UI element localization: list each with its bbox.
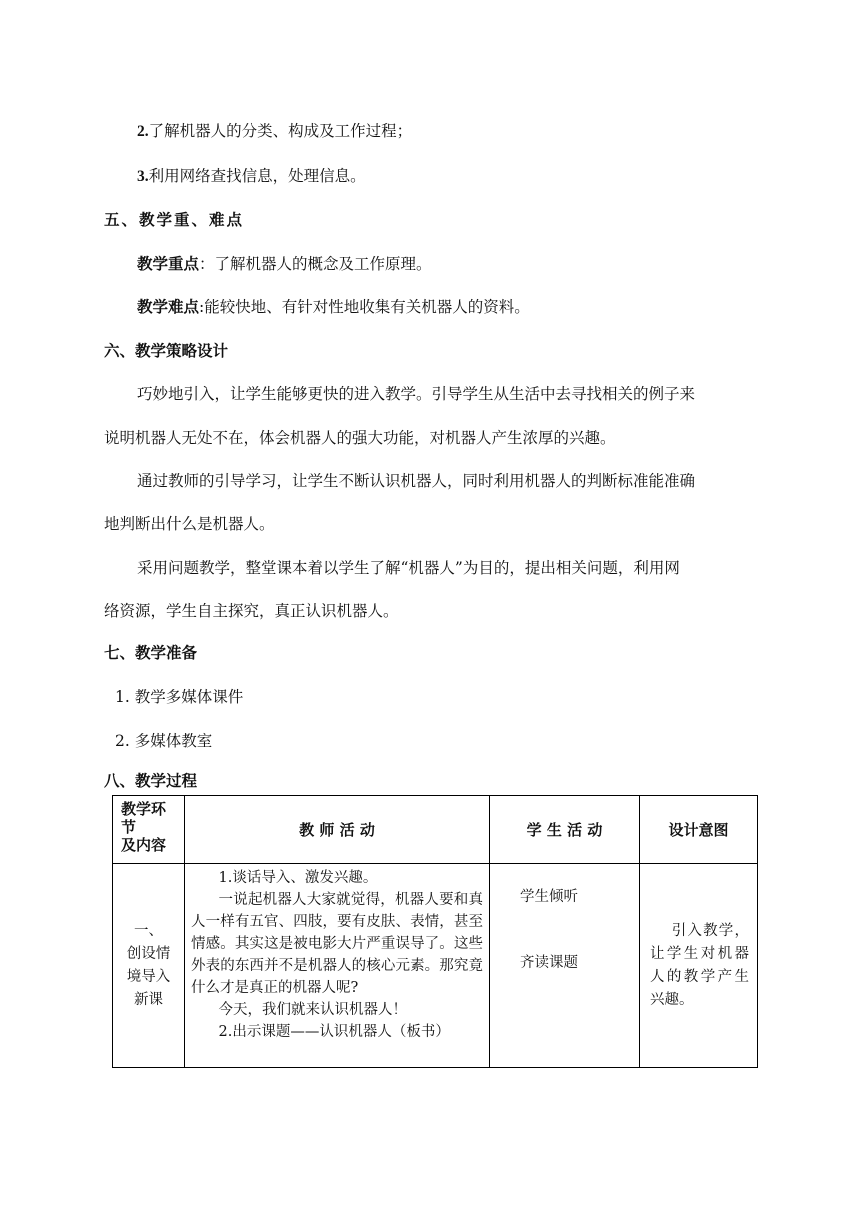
difficult-point-label: 教学难点 — [137, 297, 200, 316]
strategy-p3-line2: 络资源，学生自主探究，真正认识机器人。 — [104, 602, 399, 620]
objective-item-3 — [137, 166, 366, 187]
teacher-step-1: 1.谈话导入、激发兴趣。 — [218, 870, 378, 886]
table-header-row — [113, 796, 758, 864]
section-7-heading: 七、教学准备 — [104, 643, 198, 662]
student-activity-2: 齐读课题 — [520, 955, 578, 971]
item-text: 了解机器人的分类、构成及工作过程； — [148, 122, 413, 140]
design-intent-text: 引入教学，让学生对机器人的教学产生兴趣。 — [650, 922, 749, 1008]
strategy-p1-line2: 说明机器人无处不在，体会机器人的强大功能，对机器人产生浓厚的兴趣。 — [104, 429, 616, 447]
strategy-p1-line1: 巧妙地引入，让学生能够更快的进入教学。引导学生从生活中去寻找相关的例子来 — [137, 385, 696, 403]
stage-line4: 新课 — [134, 991, 163, 1008]
section-5-heading: 五、教学重、难点 — [104, 210, 245, 229]
strategy-p3-line1: 采用问题教学，整堂课本着以学生了解“机器人”为目的，提出相关问题，利用网 — [137, 559, 680, 577]
stage-line2: 创设情 — [126, 945, 171, 962]
teacher-step-2: 2.出示课题——认识机器人（板书） — [218, 1024, 450, 1040]
item-number: 2. — [137, 123, 149, 140]
strategy-p2-line1: 通过教师的引导学习，让学生不断认识机器人，同时利用机器人的判断标准能准确 — [137, 472, 696, 490]
teacher-intro-text: 一说起机器人大家就觉得，机器人要和真人一样有五官、四肢，要有皮肤、表情，甚至情感。其实这是被电影大片严重误导了。这些外表的东西并不是机器人的核心元素。那究竟什么才是真正的机器人呢? — [191, 892, 483, 996]
stage-line1: 一、 — [134, 922, 163, 939]
header-stage-line2: 节 — [121, 818, 137, 836]
stage-line3: 境导入 — [126, 968, 171, 985]
table-row — [113, 864, 758, 1068]
key-point-text: ：了解机器人的概念及工作原理。 — [199, 255, 432, 273]
strategy-p2-line2: 地判断出什么是机器人。 — [104, 515, 275, 533]
teacher-activity-cell — [185, 864, 490, 1068]
key-point-label: 教学重点 — [137, 254, 200, 273]
item-text: 利用网络查找信息，处理信息。 — [148, 167, 366, 185]
section-6-heading: 六、教学策略设计 — [104, 341, 229, 360]
difficult-point — [137, 297, 530, 317]
header-student: 学 生 活 动 — [490, 796, 640, 864]
item-number: 3. — [137, 168, 149, 185]
teacher-today-text: 今天，我们就来认识机器人！ — [218, 1002, 408, 1018]
header-stage-line1: 教学环 — [121, 800, 167, 818]
header-teacher: 教 师 活 动 — [185, 796, 490, 864]
prep-item-1: 1. 教学多媒体课件 — [115, 688, 244, 706]
objective-item-2 — [137, 121, 412, 142]
stage-cell — [113, 864, 185, 1068]
header-intent: 设计意图 — [640, 796, 758, 864]
key-point — [137, 254, 432, 274]
header-stage-line3: 及内容 — [121, 836, 167, 854]
difficult-point-text: :能较快地、有针对性地收集有关机器人的资料。 — [199, 298, 530, 316]
header-stage — [113, 796, 185, 864]
student-activity-cell — [490, 864, 640, 1068]
student-activity-1: 学生倾听 — [520, 889, 578, 905]
design-intent-cell — [640, 864, 758, 1068]
prep-item-2: 2. 多媒体教室 — [115, 732, 213, 750]
process-table — [112, 795, 758, 1068]
section-8-heading: 八、教学过程 — [104, 771, 198, 790]
